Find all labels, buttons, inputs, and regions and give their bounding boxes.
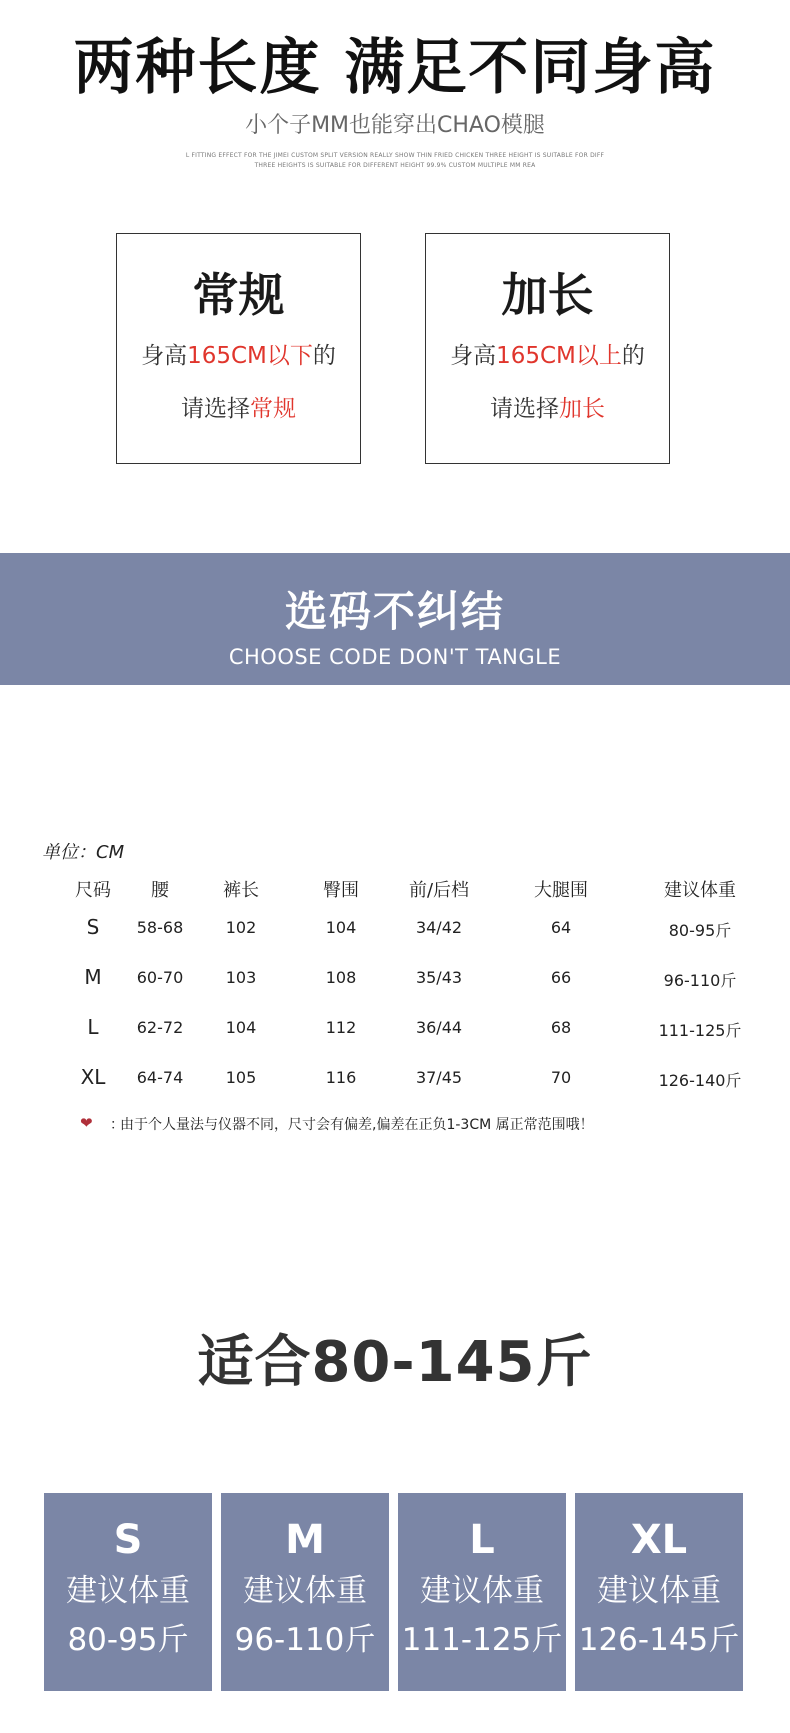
size-card-l xyxy=(398,1493,566,1691)
table-cell-waist: 60-70 xyxy=(136,968,184,987)
size-card-label: 建议体重 xyxy=(597,1573,721,1609)
table-cell-waist: 62-72 xyxy=(136,1018,184,1037)
table-cell-hip: 104 xyxy=(325,918,357,937)
table-cell-thigh: 68 xyxy=(550,1018,572,1037)
table-cell-rise: 36/44 xyxy=(415,1018,463,1037)
fine-print-line-2: THREE HEIGHTS IS SUITABLE FOR DIFFERENT HEIGHT 99.9% CUSTOM MULTIPLE MM REA xyxy=(254,162,536,169)
weight-range-title: 适合80-145斤 xyxy=(197,1330,593,1395)
table-cell-length: 105 xyxy=(225,1068,257,1087)
banner-title: 选码不纠结 xyxy=(284,587,505,636)
table-header-thigh: 大腿围 xyxy=(534,880,588,901)
table-cell-weight: 111-125斤 xyxy=(658,1021,742,1040)
size-card-label: 建议体重 xyxy=(66,1573,190,1609)
size-card-m xyxy=(221,1493,389,1691)
size-card-size: XL xyxy=(630,1517,688,1563)
table-header-length: 裤长 xyxy=(223,880,259,901)
table-cell-hip: 116 xyxy=(325,1068,357,1087)
table-header-waist: 腰 xyxy=(151,880,169,901)
heart-icon: ❤ xyxy=(80,1114,93,1132)
table-cell-thigh: 66 xyxy=(550,968,572,987)
table-cell-rise: 37/45 xyxy=(415,1068,463,1087)
table-cell-thigh: 64 xyxy=(550,918,572,937)
table-cell-hip: 112 xyxy=(325,1018,357,1037)
table-cell-weight: 126-140斤 xyxy=(658,1071,742,1090)
table-cell-weight: 96-110斤 xyxy=(663,971,737,990)
size-card-range: 126-145斤 xyxy=(578,1622,740,1658)
table-header-rise: 前/后档 xyxy=(408,880,470,901)
long-height-line: 身高165CM以上的 xyxy=(450,343,645,369)
table-cell-size: L xyxy=(87,1015,99,1039)
size-card-size: M xyxy=(285,1517,325,1563)
table-cell-waist: 58-68 xyxy=(136,918,184,937)
unit-label: 单位：CM xyxy=(42,842,125,863)
size-card-range: 111-125斤 xyxy=(401,1622,563,1658)
size-guide-banner xyxy=(0,553,790,685)
regular-choose-line: 请选择常规 xyxy=(181,396,296,422)
table-cell-weight: 80-95斤 xyxy=(668,921,732,940)
regular-length-title: 常规 xyxy=(192,268,285,322)
size-card-label: 建议体重 xyxy=(243,1573,367,1609)
regular-length-box xyxy=(116,233,361,464)
long-length-box xyxy=(425,233,670,464)
note-colon: ： xyxy=(110,1117,124,1133)
size-card-xl xyxy=(575,1493,743,1691)
table-cell-rise: 34/42 xyxy=(415,918,463,937)
size-card-s xyxy=(44,1493,212,1691)
table-cell-rise: 35/43 xyxy=(415,968,463,987)
table-cell-waist: 64-74 xyxy=(136,1068,184,1087)
table-header-hip: 臀围 xyxy=(323,880,359,901)
banner-subtitle: CHOOSE CODE DON'T TANGLE xyxy=(228,645,562,669)
fine-print-line-1: L FITTING EFFECT FOR THE JIMEI CUSTOM SPLIT VERSION REALLY SHOW THIN FRIED CHICKEN THREE HEIGHT IS SUITABLE FOR DIFF xyxy=(185,152,605,159)
size-card-range: 80-95斤 xyxy=(67,1622,189,1658)
table-cell-thigh: 70 xyxy=(550,1068,572,1087)
size-card-label: 建议体重 xyxy=(420,1573,544,1609)
size-card-range: 96-110斤 xyxy=(234,1622,376,1658)
table-cell-size: XL xyxy=(80,1065,106,1089)
table-cell-size: M xyxy=(84,965,102,989)
size-note: 由于个人量法与仪器不同，尺寸会有偏差,偏差在正负1-3CM 属正常范围哦！ xyxy=(120,1117,594,1133)
table-header-weight: 建议体重 xyxy=(664,880,736,901)
size-card-size: L xyxy=(469,1517,495,1563)
long-length-title: 加长 xyxy=(501,268,594,322)
table-cell-length: 104 xyxy=(225,1018,257,1037)
page-subtitle: 小个子MM也能穿出CHAO模腿 xyxy=(245,113,545,138)
regular-height-line: 身高165CM以下的 xyxy=(141,343,336,369)
table-header-size: 尺码 xyxy=(75,880,111,901)
table-cell-length: 102 xyxy=(225,918,257,937)
table-cell-hip: 108 xyxy=(325,968,357,987)
table-cell-length: 103 xyxy=(225,968,257,987)
size-card-size: S xyxy=(113,1517,143,1563)
table-cell-size: S xyxy=(86,915,100,939)
page-title: 两种长度 满足不同身高 xyxy=(73,33,717,103)
long-choose-line: 请选择加长 xyxy=(490,396,605,422)
